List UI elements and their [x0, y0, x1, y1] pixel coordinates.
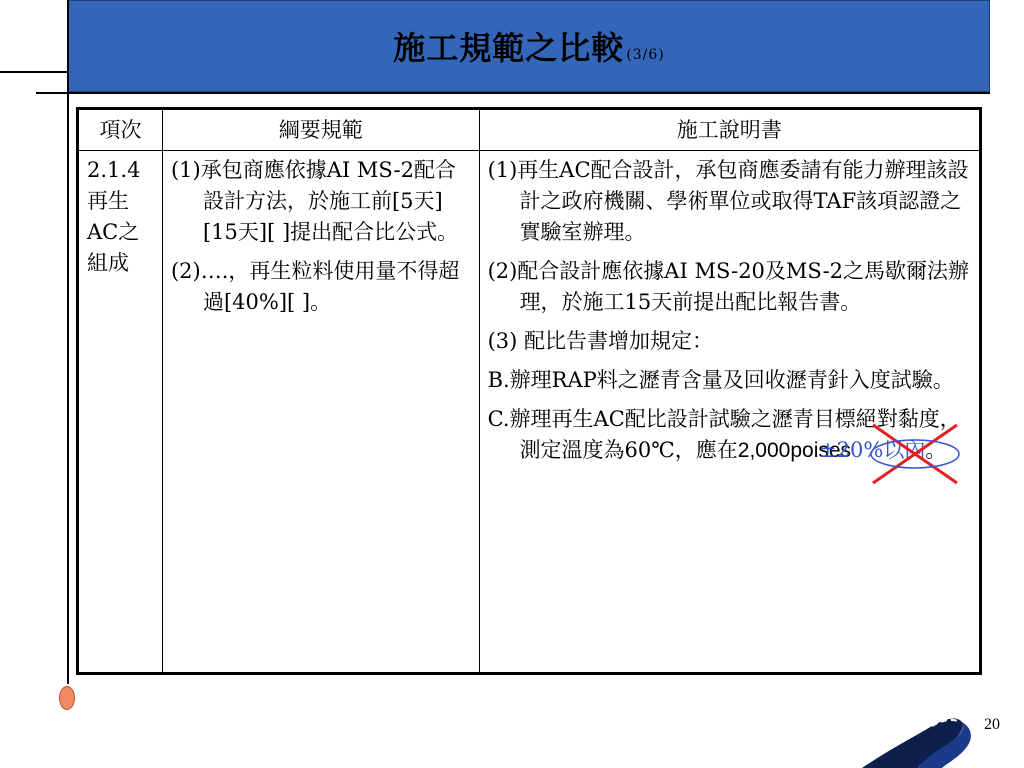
spec-item: (2)….，再生粒料使用量不得超過[40%][ ]。: [170, 259, 460, 314]
item-number: 2.1.4: [87, 158, 141, 182]
table-header-row: [78, 109, 981, 151]
spec-item: (1)承包商應依據AI MS-2配合設計方法，於施工前[5天][15天][ ]提出配合比公式。: [170, 158, 459, 244]
item-name-line: 組成: [87, 251, 129, 275]
cell-item: [78, 151, 163, 674]
struck-out-text: [819, 435, 926, 466]
cross-mark-icon: [869, 421, 961, 487]
manual-item: (1)再生AC配合設計，承包商應委請有能力辦理該設計之政府機關、學術單位或取得TAF該項認證之實驗室辦理。: [487, 158, 969, 244]
header-manual: 施工說明書: [479, 109, 980, 151]
item-name-line: 再生: [87, 189, 129, 213]
manual-item-c-prefix: C.辦理再生AC配比設計試驗之瀝青目標絕對黏度，測定溫度為60℃，應在: [487, 407, 961, 462]
vertical-rule: [67, 0, 69, 684]
manual-item: (3) 配比告書增加規定：: [487, 329, 713, 353]
horizontal-rule-under-title: [36, 92, 990, 94]
item-name-line: AC之: [87, 220, 140, 244]
title-bar: [68, 0, 990, 92]
header-spec: 綱要規範: [162, 109, 479, 151]
table-row: [78, 151, 981, 674]
bullet-circle-decoration: [59, 686, 75, 710]
cell-spec: [162, 151, 479, 674]
horizontal-rule-left: [0, 71, 68, 73]
manual-item-c: [488, 404, 971, 466]
comparison-table: [76, 107, 982, 675]
manual-item-c-end: 。: [925, 438, 947, 462]
slide-title: 施工規範之比較 (3/6): [393, 29, 665, 67]
struck-out-value: ±20%以內: [819, 438, 926, 462]
manual-item-c-value: 2,000poises: [737, 439, 852, 462]
manual-item: (2)配合設計應依據AI MS-20及MS-2之馬歇爾法辦理，於施工15天前提出配比報告書。: [487, 259, 970, 314]
cell-manual: [479, 151, 980, 674]
slide-title-page: (3/6): [626, 47, 665, 63]
manual-item: B.辦理RAP料之瀝青含量及回收瀝青針入度試驗。: [487, 368, 954, 392]
header-item: 項次: [78, 109, 163, 151]
page-number: 20: [984, 716, 1000, 733]
